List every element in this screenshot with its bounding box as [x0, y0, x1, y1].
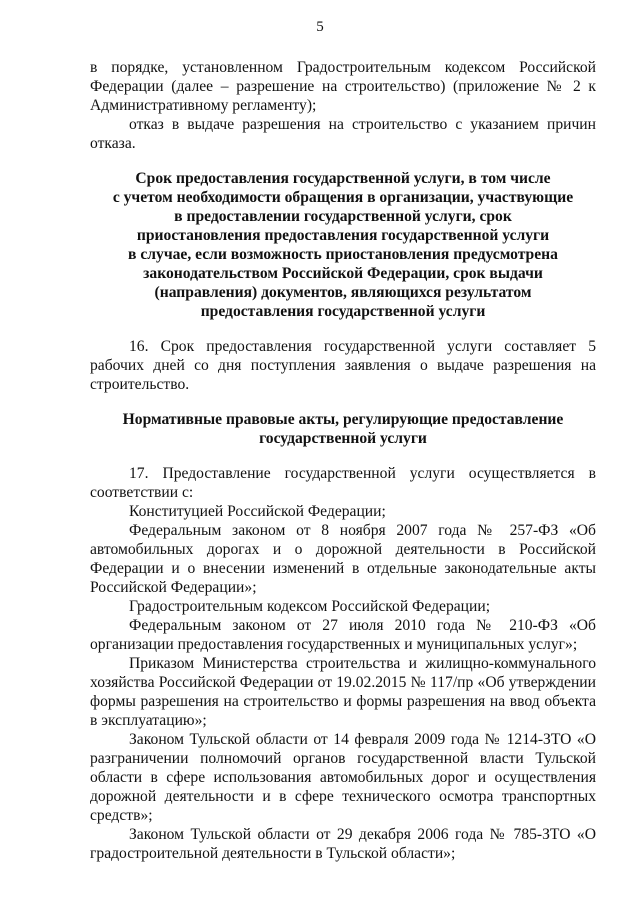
heading-line: предоставления государственной услуги — [200, 303, 486, 320]
paragraph-permit-definition: в порядке, установленном Градостроительным кодексом Российской Федерации (далее – разрешение на строительство) (приложение № 2 к Административному регламенту); — [90, 59, 596, 114]
list-item-law-785: Законом Тульской области от 29 декабря 2006 года № 785-ЗТО «О градостроительной деятельности в Тульской области»; — [90, 826, 596, 862]
heading-line: в случае, если возможность приостановления предусмотрена — [128, 246, 558, 263]
list-item-law-1214: Законом Тульской области от 14 февраля 2009 года № 1214-ЗТО «О разграничении полномочий органов государственной власти Тульской области в сфере использования автомобильных дорог и осуществления дорожной деятельности и в сфере технического осмотра транспортных средств»; — [90, 731, 596, 824]
heading-line: (направления) документов, являющихся результатом — [154, 284, 532, 301]
heading-line: Срок предоставления государственной услуги, в том числе — [135, 170, 551, 187]
heading-line: Нормативные правовые акты, регулирующие предоставление — [122, 411, 564, 428]
list-item-urban-code: Градостроительным кодексом Российской Федерации; — [129, 598, 491, 615]
paragraph-refusal: отказ в выдаче разрешения на строительство с указанием причин отказа. — [90, 116, 596, 152]
section-heading-legal-acts — [90, 410, 596, 448]
section-heading-service-term — [90, 169, 596, 321]
page-number: 5 — [316, 19, 324, 35]
list-item-constitution: Конституцией Российской Федерации; — [129, 503, 386, 520]
list-item-order-117: Приказом Министерства строительства и жилищно-коммунального хозяйства Российской Федерации от 19.02.2015 № 117/пр «Об утверждении формы разрешения на строительство и формы разрешения на ввод объекта в эксплуатацию»; — [90, 655, 596, 729]
heading-line: государственной услуги — [259, 430, 427, 447]
heading-line: приостановления предоставления государственной услуги — [136, 227, 550, 244]
heading-line: с учетом необходимости обращения в организации, участвующие — [112, 189, 574, 206]
heading-line: законодательством Российской Федерации, срок выдачи — [143, 265, 543, 282]
list-item-law-210: Федеральным законом от 27 июля 2010 года № 210-ФЗ «Об организации предоставления государственных и муниципальных услуг»; — [90, 617, 596, 653]
document-body — [90, 58, 596, 863]
heading-line: в предоставлении государственной услуги, срок — [174, 208, 512, 225]
paragraph-16: 16. Срок предоставления государственной услуги составляет 5 рабочих дней со дня поступления заявления о выдаче разрешения на строительство. — [90, 338, 596, 393]
list-item-law-257: Федеральным законом от 8 ноября 2007 года № 257-ФЗ «Об автомобильных дорогах и о дорожной деятельности в Российской Федерации и о внесении изменений в отдельные законодательные акты Российской Федерации»; — [90, 522, 596, 596]
paragraph-17: 17. Предоставление государственной услуги осуществляется в соответствии с: — [90, 465, 596, 501]
